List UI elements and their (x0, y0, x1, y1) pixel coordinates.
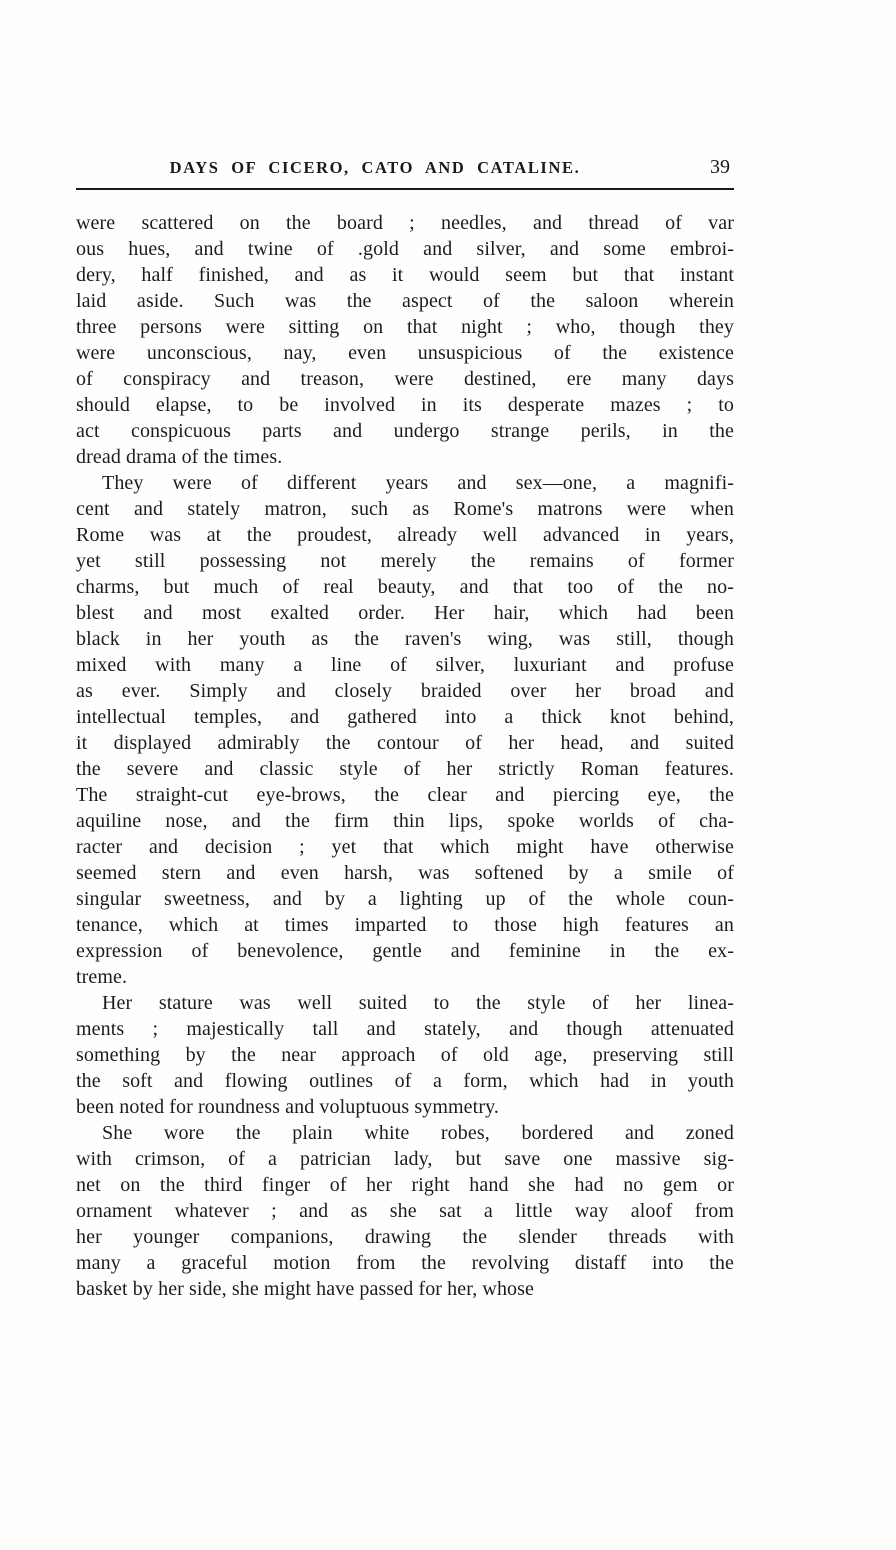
text-line: racter and decision ; yet that which might have otherwise (76, 836, 734, 858)
text-line: tenance, which at times imparted to those high features an (76, 914, 734, 936)
text-line: something by the near approach of old age, preserving still (76, 1044, 734, 1066)
text-line: They were of different years and sex—one, a magnifi- (102, 472, 734, 494)
text-line: blest and most exalted order. Her hair, which had been (76, 602, 734, 624)
text-line: dery, half finished, and as it would seem but that instant (76, 264, 734, 286)
text-line: should elapse, to be involved in its desperate mazes ; to (76, 394, 734, 416)
text-line: ous hues, and twine of .gold and silver, and some embroi- (76, 238, 734, 260)
text-line: treme. (76, 966, 128, 988)
text-line: Her stature was well suited to the style of her linea- (102, 992, 734, 1014)
paragraph (76, 990, 734, 1120)
paragraph (76, 1120, 734, 1302)
text-line: mixed with many a line of silver, luxuriant and profuse (76, 654, 734, 676)
text-line: cent and stately matron, such as Rome's matrons were when (76, 498, 734, 520)
text-line: singular sweetness, and by a lighting up of the whole coun- (76, 888, 734, 910)
paragraph (76, 210, 734, 470)
text-line: Rome was at the proudest, already well advanced in years, (76, 524, 734, 546)
text-line: ornament whatever ; and as she sat a little way aloof from (76, 1200, 734, 1222)
text-line: act conspicuous parts and undergo strange perils, in the (76, 420, 734, 442)
header-title: DAYS OF CICERO, CATO AND CATALINE. (169, 158, 581, 177)
text-line: her younger companions, drawing the slender threads with (76, 1226, 734, 1248)
text-line: yet still possessing not merely the remains of former (76, 550, 734, 572)
text-line: it displayed admirably the contour of her head, and suited (76, 732, 734, 754)
text-line: as ever. Simply and closely braided over her broad and (76, 680, 734, 702)
text-line: many a graceful motion from the revolving distaff into the (76, 1252, 734, 1274)
text-line: were unconscious, nay, even unsuspicious of the existence (76, 342, 734, 364)
text-line: the soft and flowing outlines of a form, which had in youth (76, 1070, 734, 1092)
text-line: been noted for roundness and voluptuous symmetry. (76, 1096, 499, 1118)
text-line: net on the third finger of her right hand she had no gem or (76, 1174, 734, 1196)
text-line: three persons were sitting on that night ; who, though they (76, 316, 734, 338)
text-line: laid aside. Such was the aspect of the saloon wherein (76, 290, 734, 312)
text-line: dread drama of the times. (76, 446, 283, 468)
text-line: the severe and classic style of her strictly Roman features. (76, 758, 734, 780)
text-line: ments ; majestically tall and stately, and though attenuated (76, 1018, 734, 1040)
text-line: charms, but much of real beauty, and that too of the no- (76, 576, 734, 598)
paragraph (76, 470, 734, 990)
text-line: seemed stern and even harsh, was softened by a smile of (76, 862, 734, 884)
page-content (76, 156, 734, 1302)
text-line: She wore the plain white robes, bordered and zoned (102, 1122, 734, 1144)
text-line: The straight-cut eye-brows, the clear and piercing eye, the (76, 784, 734, 806)
text-line: expression of benevolence, gentle and feminine in the ex- (76, 940, 734, 962)
text-line: aquiline nose, and the firm thin lips, spoke worlds of cha- (76, 810, 734, 832)
text-line: of conspiracy and treason, were destined, ere many days (76, 368, 734, 390)
text-line: with crimson, of a patrician lady, but save one massive sig- (76, 1148, 734, 1170)
running-header (76, 156, 734, 182)
text-block (76, 210, 734, 1302)
text-line: intellectual temples, and gathered into a thick knot behind, (76, 706, 734, 728)
header-rule (76, 188, 734, 190)
page-number: 39 (710, 156, 730, 178)
text-line: were scattered on the board ; needles, and thread of var (76, 212, 734, 234)
text-line: basket by her side, she might have passed for her, whose (76, 1278, 535, 1300)
text-line: black in her youth as the raven's wing, was still, though (76, 628, 734, 650)
